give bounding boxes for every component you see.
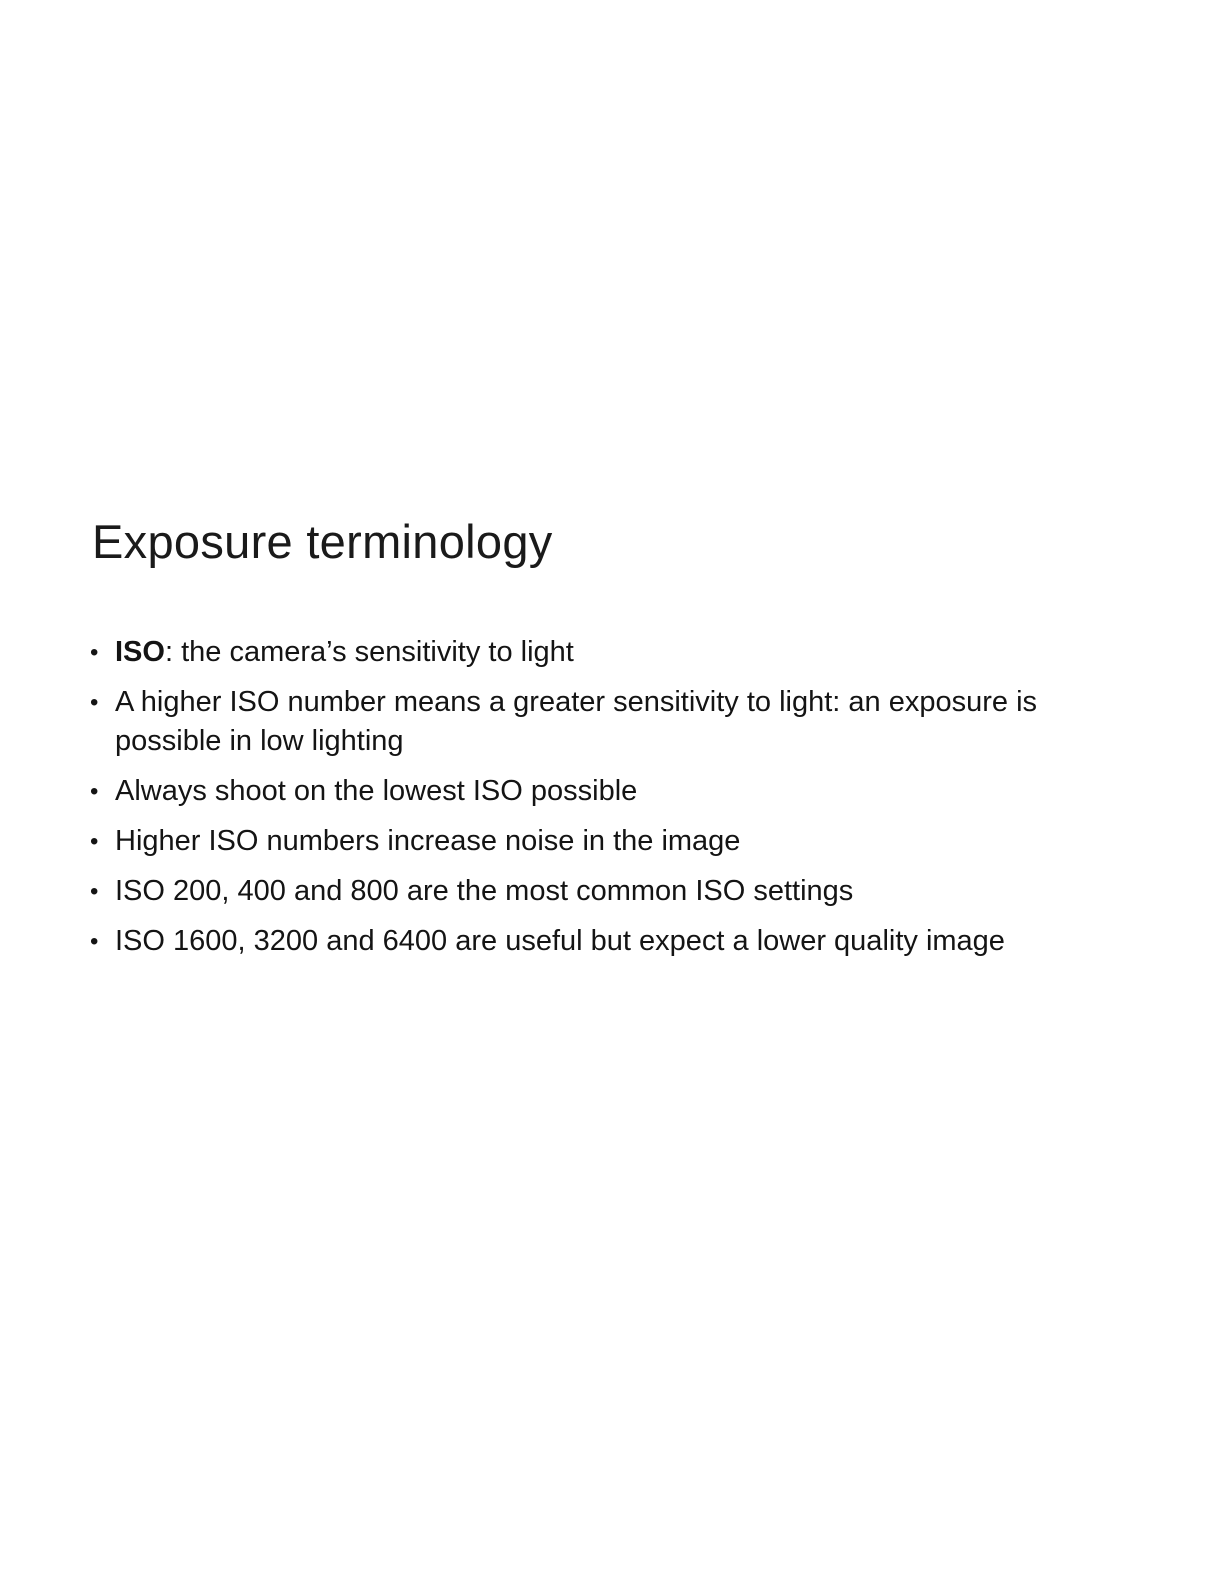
bullet-text: ISO 1600, 3200 and 6400 are useful but expect a lower quality image: [115, 925, 1005, 957]
bullet-text: ISO 200, 400 and 800 are the most common ISO settings: [115, 875, 854, 907]
bullet-term: ISO: [115, 636, 165, 668]
bullet-item-common-settings: [90, 872, 1130, 911]
bullet-text: Always shoot on the lowest ISO possible: [115, 775, 638, 807]
bullet-item-higher-iso: [90, 683, 1130, 761]
slide-title: Exposure terminology: [92, 515, 553, 568]
bullet-item-high-settings: [90, 922, 1130, 961]
bullet-list: [90, 633, 1130, 972]
bullet-icon: •: [90, 639, 99, 666]
bullet-item-iso-definition: [90, 633, 1130, 672]
bullet-icon: •: [90, 778, 99, 805]
bullet-icon: •: [90, 828, 99, 855]
bullet-item-lowest-iso: [90, 772, 1130, 811]
bullet-text: : the camera’s sensitivity to light: [164, 636, 574, 668]
bullet-icon: •: [90, 689, 99, 716]
bullet-text: Higher ISO numbers increase noise in the image: [115, 825, 741, 857]
bullet-item-noise: [90, 822, 1130, 861]
bullet-text: A higher ISO number means a greater sensitivity to light: an exposure is possible in low lighting: [115, 686, 1038, 757]
bullet-icon: •: [90, 928, 99, 955]
bullet-icon: •: [90, 878, 99, 905]
